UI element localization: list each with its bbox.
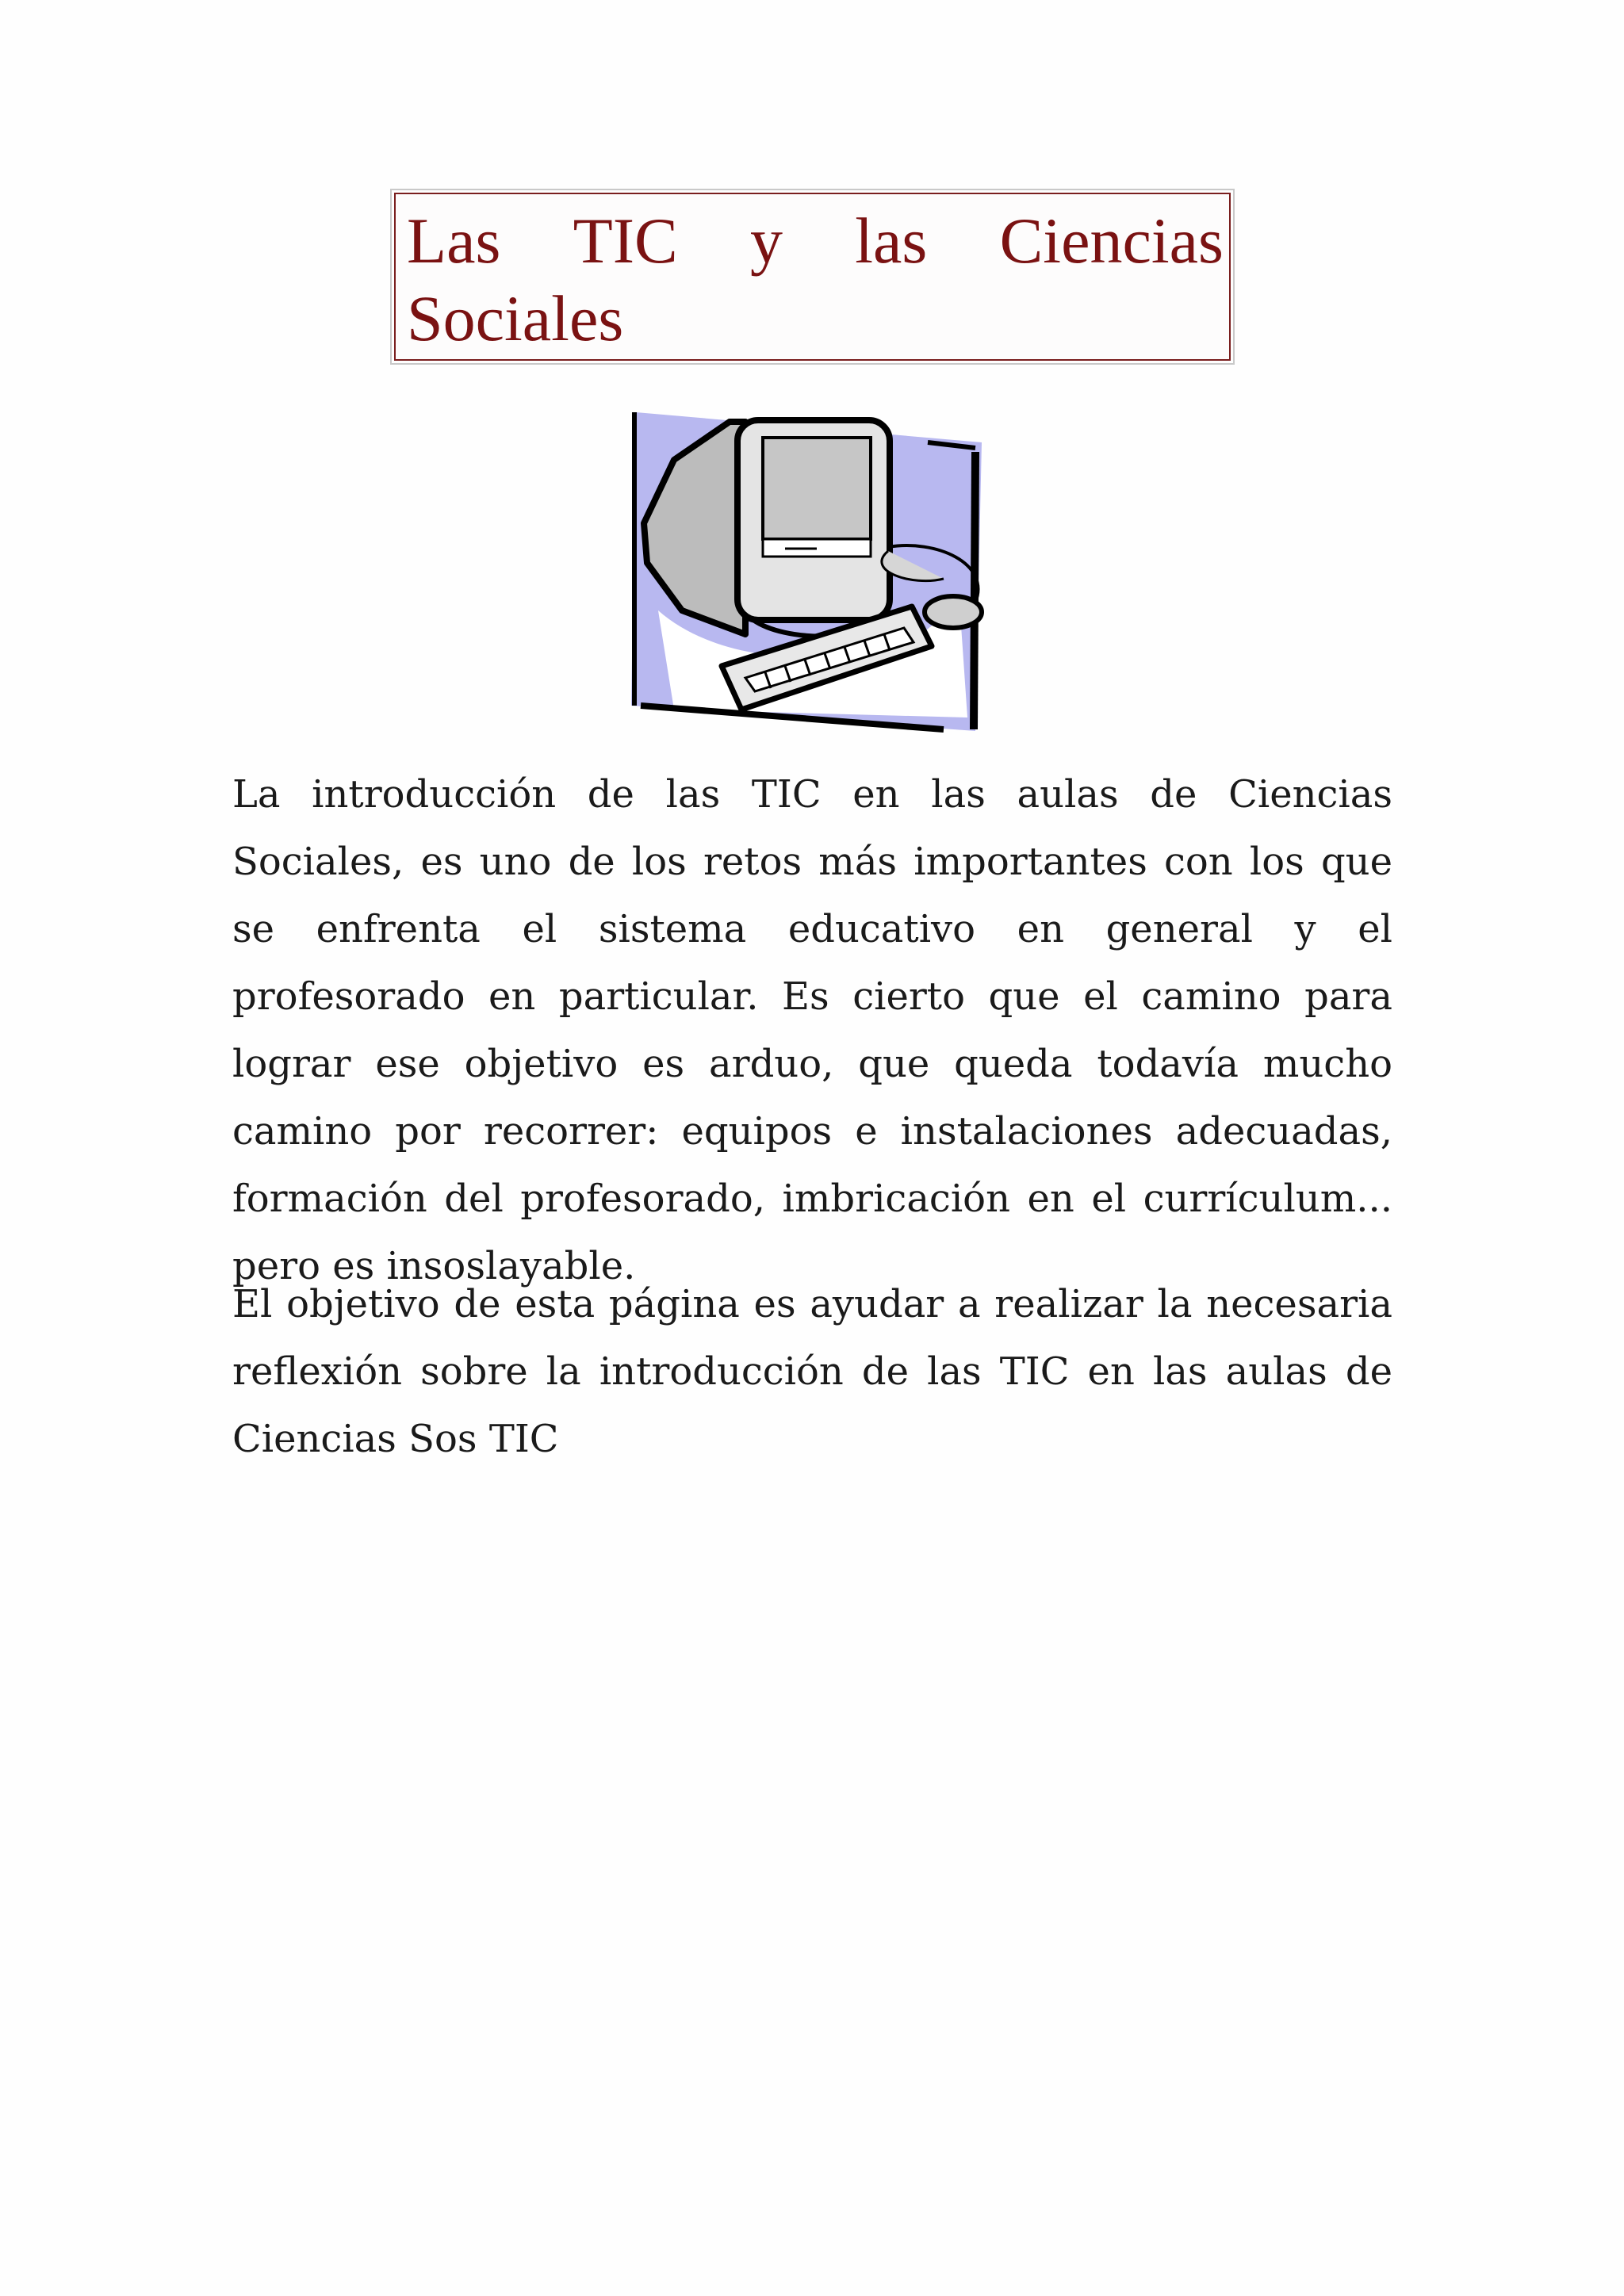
title-word: TIC [573,205,678,277]
title-word: y [750,205,783,277]
title-box [394,193,1231,361]
title-line-1 [407,202,1224,280]
title-word: Las [407,205,501,277]
title-word: Ciencias [999,205,1224,277]
objective-paragraph: El objetivo de esta página es ayudar a realizar la necesaria reflexión sobre la introducción de las TIC en las aulas de Ciencias Sos TIC [232,1282,1392,1461]
computer-clipart-icon [626,404,1007,737]
title-line-2: Sociales [407,282,624,354]
intro-paragraph: La introducción de las TIC en las aulas de Ciencias Sociales, es uno de los retos más importantes con los que se enfrenta el sistema educativo en general y el profesorado en particular. Es cierto que el camino para lograr ese objetivo es arduo, que queda todavía mucho camino por recorrer: equipos e instalaciones adecuadas, formación del profesorado, imbricación en el currículum... pero es insoslayable. [232,772,1392,1288]
title-word: las [855,205,928,277]
